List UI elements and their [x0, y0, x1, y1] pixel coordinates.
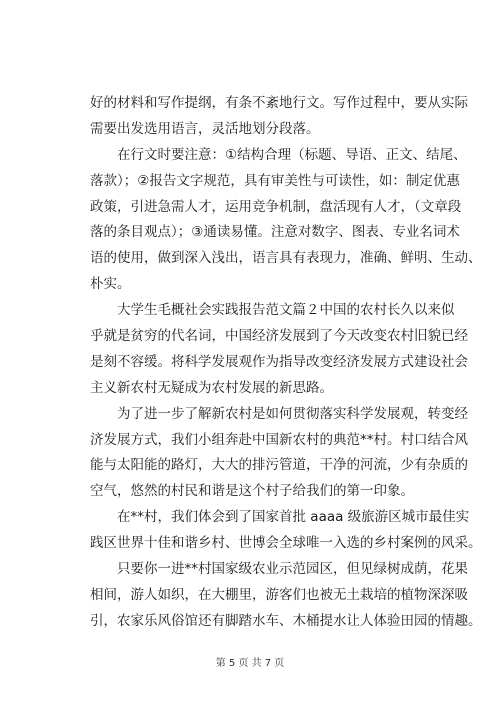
paragraph-3 [90, 298, 468, 402]
text-line: 只要你一进**村国家级农业示范园区，但见绿树成荫，花果 [117, 561, 468, 578]
text-line: 是刻不容缓。将科学发展观作为指导改变经济发展方式建设社会 [90, 353, 468, 370]
text-line: 政策，引进急需人才，运用竞争机制，盘活现有人才，（文章段 [90, 198, 462, 215]
text-line: 能与太阳能的路灯，大大的排污管道，干净的河流，少有杂质的 [90, 457, 468, 474]
text-line: 空气，悠然的村民和谐是这个村子给我们的第一印象。 [90, 483, 414, 500]
page-number-footer: 第 5 页 共 7 页 [215, 658, 285, 669]
text-line: 引，农家乐风俗馆还有脚踏水车、木桶提水让人体验田园的情趣。 [90, 612, 482, 629]
paragraph-2 [90, 143, 482, 298]
document-body [90, 91, 482, 635]
text-line: 践区世界十佳和谐乡村、世博会全球唯一入选的乡村案例的风采。 [90, 535, 482, 552]
text-line: 朴实。 [90, 276, 131, 293]
text-line: 在**村，我们体会到了国家首批 aaaa 级旅游区城市最佳实 [117, 509, 470, 526]
text-line: 乎就是贫穷的代名词，中国经济发展到了今天改变农村旧貌已经 [90, 328, 468, 345]
text-line: 在行文时要注意：①结构合理（标题、导语、正文、结尾、 [117, 146, 467, 163]
text-line: 需要出发选用语言，灵活地划分段落。 [90, 120, 320, 137]
text-line: 为了进一步了解新农村是如何贯彻落实科学发展观，转变经 [117, 405, 468, 422]
text-line: 主义新农村无疑成为农村发展的新思路。 [90, 379, 333, 396]
paragraph-6 [90, 557, 482, 635]
text-line: 落款）；②报告文字规范，具有审美性与可读性，如：制定优惠 [90, 172, 460, 189]
text-line: 济发展方式，我们小组奔赴中国新农村的典范**村。村口结合风 [90, 431, 468, 448]
text-line: 语的使用，做到深入浅出，语言具有表现力，准确、鲜明、生动、 [90, 250, 482, 267]
text-line: 好的材料和写作提纲，有条不紊地行文。写作过程中，要从实际 [90, 95, 468, 111]
text-line: 相间，游人如织，在大棚里，游客们也被无土栽培的植物深深吸 [90, 586, 468, 603]
text-line: 落的条目观点）；③通读易懂。注意对数字、图表、专业名词术 [90, 224, 460, 241]
paragraph-5 [90, 505, 482, 557]
paragraph-4 [90, 402, 468, 506]
text-line: 大学生毛概社会实践报告范文篇２中国的农村长久以来似 [117, 302, 455, 319]
paragraph-1 [90, 91, 468, 143]
